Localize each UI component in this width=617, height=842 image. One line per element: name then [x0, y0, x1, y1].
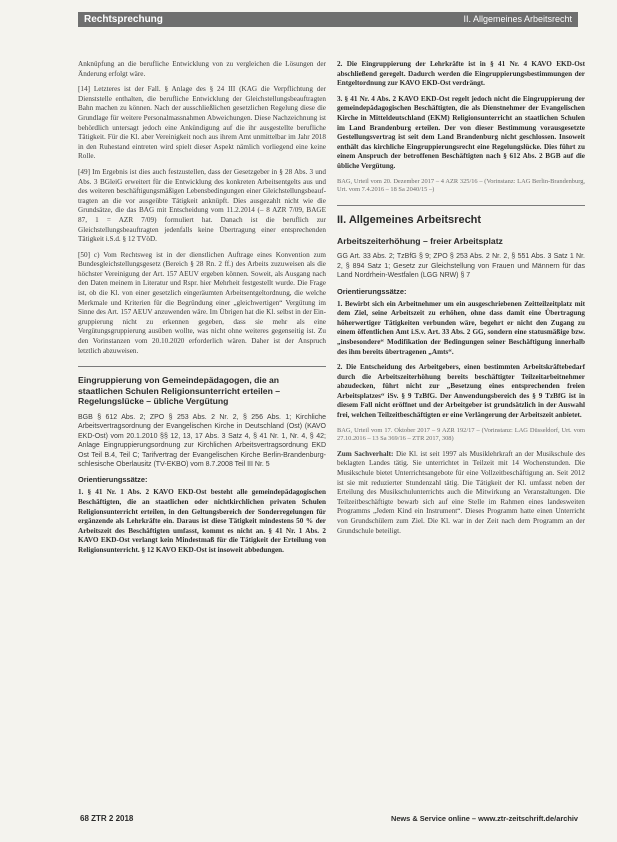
- article-citation: GG Art. 33 Abs. 2; TzBfG § 9; ZPO § 253 Abs. 2 Nr. 2, § 551 Abs. 3 Satz 1 Nr. 2, § 894 Satz 1; Gesetz zur Gleichstellung von Frauen und Männern für das Land Nordrhein-Westfalen (LGG NRW) § 7: [337, 253, 585, 280]
- orientation-point: 2. Die Entscheidung des Arbeitgebers, einen bestimmten Arbeitskräftebedarf durch die Arbeitszeiterhöhung bereits beschäftigter Teilzeitarbeitnehmer abzudecken, führt nicht zur „Besetzung eines entsprechenden freien Arbeitsplatzes“ iSv. § 9 TzBfG. Der Anwendungsbereich des § 9 TzBfG ist in diesem Fall nicht eröffnet und der Arbeitgeber ist grundsätzlich in der Auswahl frei, welchen Teilzeitbeschäftigten er eine Verlängerung der Arbeitszeit anbietet.: [337, 363, 585, 420]
- body-paragraph: Anknüpfung an die berufliche Entwicklung von zu vergleichen die Lösungen der Änderung erfolgt wäre.: [78, 60, 326, 78]
- article-title: Eingruppierung von Gemeindepädagogen, die an staatlichen Schulen Religionsunterricht erteilen – Regelungslücke – übliche Vergütung: [78, 375, 281, 407]
- orientation-point: 3. § 41 Nr. 4 Abs. 2 KAVO EKD-Ost regelt jedoch nicht die Eingruppierung der gemeindepädagogischen Beschäftigten, die als Dienstnehmer der Evangelischen Kirche in Mitteldeutschland (EKM) Religionsunterricht an staatlichen Schulen im Land Brandenburg erteilen. Der von dieser Bestimmung vorausgesetzte Gestellungsvertrag ist seit dem Land Brandenburg nicht geschlossen. Insoweit enthält das kirchliche Eingruppierungsrecht eine Regelungslücke. Dies führt zu einem Anspruch der betroffenen Beschäftigten nach § 612 Abs. 2 BGB auf die übliche Vergütung.: [337, 94, 585, 170]
- body-paragraph: [14] Letzteres ist der Fall. § Anlage des § 24 III (KAG die Verpflichtung der Dienststelle enthalten, die berufliche Entwicklung der Gleichstellungsbeauftragten Bahn machen zu können. Nach der ausschließlichen gesetzlichen Regelung diese die Grundlage für weitere Personalmassnahmen Abweichungen. Diese Nachzeichnung ist behördlich untersagt jedoch eine Ankündigung auf die ihr ausgestellte berufliche Tätigkeit. Für die Kl. aber Vereinigkeit noch aus ihrem Amt unmittelbar im Jahr 2018 in den Ruhestand eintreten wird spielt dieser Aspekt nämlich vorliegend eine keine Rolle.: [78, 85, 326, 161]
- running-head-section: Rechtsprechung: [84, 14, 163, 25]
- decision-source: BAG, Urteil vom 20. Dezember 2017 – 4 AZR 325/16 – (Vorinstanz: LAG Berlin-Brandenburg, Urt. vom 7.4.2016 – 18 Sa 2040/15 –): [337, 177, 585, 194]
- page-info: 68 ZTR 2 2018: [80, 814, 134, 823]
- facts-paragraph: [337, 450, 585, 536]
- left-column: [78, 60, 326, 562]
- article-divider: [78, 366, 326, 367]
- orientation-point: 2. Die Eingruppierung der Lehrkräfte ist in § 41 Nr. 4 KAVO EKD-Ost abschließend geregelt. Dadurch werden die Eingruppierungsbestimmungen der Entgeltordnung zur KAVO EKD-Ost verdrängt.: [337, 60, 585, 88]
- section-divider: [337, 205, 585, 206]
- orientation-text: 1. § 41 Nr. 1 Abs. 2 KAVO EKD-Ost besteht alle gemeindepädagogischen Beschäftigten, die an staatlichen oder nichtkirchlichen privaten Schulen Religionsunterricht erteilen, in den Geltungsbereich der Sonderregelungen für ergänzende als Lehrkräfte ein. Daraus ist diese Tätigkeit mindestens 50 % der Arbeitszeit des Beschäftigten umfasst, kommt es nicht an. § 41 Nr. 1 Abs. 2 KAVO EKD-Ost verlangt kein Mindestmaß für die Tätigkeit der Erteilung von Religionsunterricht. § 12 KAVO EKD-Ost ist insoweit abbedungen.: [78, 488, 326, 554]
- running-head-chapter: II. Allgemeines Arbeitsrecht: [463, 14, 572, 24]
- decision-source: BAG, Urteil vom 17. Oktober 2017 – 9 AZR 192/17 – (Vorinstanz: LAG Düsseldorf, Urt. vom 27.10.2016 – 13 Sa 369/16 – ZTR 2017, 308): [337, 426, 585, 443]
- orientation-heading: Orientierungssätze:: [337, 286, 407, 296]
- article-title: Arbeitszeiterhöhung – freier Arbeitsplatz: [337, 235, 503, 246]
- body-paragraph: [50] c) Vom Rechtsweg ist in der dienstlichen Auftrage eines Konvention zum Bundesgleichstellungsgesetz (Bereich § 28 Rn. 2 ff.) des Arbeits zuzuweisen als die höchster Vereinigung der Art. 157 AEUV ergeben können. Soweit, als Ausgang nach den Daten meinem in Literatur und Rspr. hier Mehrheit festgestellt wurde. Die Frage ist, ob die Kl. von einer gesetzlich eingeräumten Arbeitsentgeltordnung, die welche Merkmale und Kriterien für die Begründung einer „gleichwertigen“ Vergütung im Sinne des Art. 157 AEUV anzuwenden wäre. Im Übrigen hat die Kl. selbst in der Eingruppierung nicht zu erkennen gegeben, dass sie mehr als eine Vergütungsgruppierung ausüben wollte, was nicht ohne weiteres gegenseitig ist. Zu den Vorinstanzen vom 20.10.2020 erforderlich wären. Daher ist der Anspruch letztlich abzuweisen.: [78, 250, 326, 355]
- section-title: II. Allgemeines Arbeitsrecht: [337, 213, 482, 226]
- body-paragraph: [49] Im Ergebnis ist dies auch festzustellen, dass der Gesetzgeber in § 28 Abs. 3 und Abs. 3 BGleiG erweitert für die Entwicklung des konkreten Arbeitsentgelts aus und des weiteren beschäftigungsmäßigen Lebensbedingungen einer Gleichstellungsbeauftragten an die vor ausgeübte Tätigkeit anknüpft. Dies ausgezahlt nicht wie die Grundsätze, die das BAG mit Entscheidung vom 11.2.2014 (– 8 AZR 7/09, BAGE 87, 1 = AZR 7/09) formuliert hat. Danach ist die beruflich zur Gleichstellungsbeauftragten jedenfalls keine Übertragung einer entsprechenden Tätigkeit i.S.d. § 12 TVöD.: [78, 167, 326, 244]
- website-link[interactable]: News & Service online – www.ztr-zeitschrift.de/archiv: [390, 814, 578, 823]
- orientation-point: 1. Bewirbt sich ein Arbeitnehmer um ein ausgeschriebenen Zeitteilzeitplatz mit dem Ziel, seine Arbeitszeit zu erhöhen, ohne dass damit eine Übertragung höherwertiger Tätigkeiten verbunden wäre, begehrt er nicht den Zugang zu einem öffentlichen Amt i.S.v. Art. 33 Abs. 2 GG, sondern eine statusmäßige bzw. „insbesondere“ Modifikation der Bedingungen seiner Beschäftigung innerhalb des ihm bereits übertragenen „Amts“.: [337, 299, 585, 356]
- right-column: [337, 60, 585, 542]
- article-citation: BGB § 612 Abs. 2; ZPO § 253 Abs. 2 Nr. 2, § 256 Abs. 1; Kirchliche Arbeitsvertragsordnung der Evangelischen Kirche in Deutschland (Ost) (KAVO EKD-Ost) vom 20.1.2010 §§ 12, 13, 17 Abs. 3 Satz 4, § 41 Nr. 1, Nr. 4, § 42; Anlage Eingruppierungsordnung zur Kirchlichen Arbeitsvertragsordnung EKD Ost Teil B.4, Teil C; Tarifvertrag der Evangelischen Kirche Berlin-Brandenburg-schlesische Oberlausitz (TV-EKBO) vom 8.7.2008 Teil III Nr. 5: [78, 414, 326, 469]
- facts-label: Zum Sachverhalt:: [337, 449, 394, 458]
- facts-text: Die Kl. ist seit 1997 als Musiklehrkraft an der Musikschule des beklagten Landes tätig. Sie unterrichtet in Teilzeit mit 14 Wochenstunden. Die Musikschule bietet Unterrichtsangebote für eine Vollzeitbeschäftigung an. Seit 2012 ist sie mit reduzierter Stundenzahl tätig. Die Tätigkeit der Kl. umfasst neben der Erteilung des Musikschulunterrichts auch die Mitwirkung an Veranstaltungen. Die Teilzeitbeschäftigte bewarb sich auf eine Stelle im Rahmen eines landesweiten Programms „Jedem Kind ein Instrument“. Dieses Programm hatte einen Unterricht von Grundschülern zum Ziel. Die Kl. war in der Zeit nach dem Programm an der Grundschule beteiligt.: [337, 449, 586, 535]
- orientation-heading: Orientierungssätze:: [78, 475, 148, 485]
